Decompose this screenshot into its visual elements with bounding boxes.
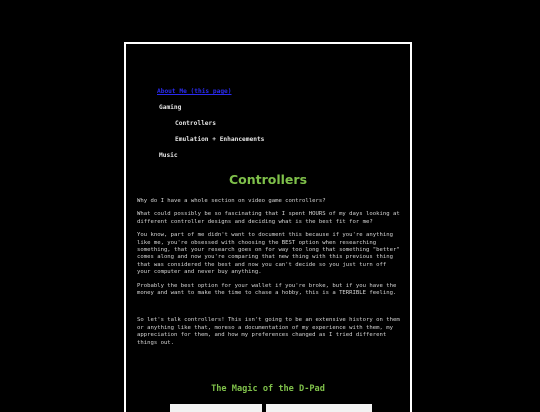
paragraph: Why do I have a whole section on video game controllers? [137, 198, 326, 204]
nav-link-gaming[interactable]: Gaming [159, 104, 182, 111]
page-title: Controllers [228, 172, 308, 187]
paragraph: So let's talk controllers! This isn't going to be an extensive history on them or anything like that, moreso a documentation of my experience with them, my appreciation for them, and how my preferences changed as I tried different things out. [137, 317, 400, 346]
nav-link-controllers[interactable]: Controllers [175, 120, 216, 127]
nav-link-emulation[interactable]: Emulation + Enhancements [175, 136, 265, 143]
image-thumbnail [170, 404, 262, 412]
paragraph: What could possibly be so fascinating that I spent HOURS of my days looking at different controller designs and deciding what is the best fit for me? [137, 211, 400, 225]
nav-link-music[interactable]: Music [159, 152, 178, 159]
content-panel [124, 42, 412, 412]
paragraph: Probably the best option for your wallet if you're broke, but if you have the money and want to make the time to chase a hobby, this is a TERRIBLE feeling. [137, 282, 397, 297]
section-title: The Magic of the D-Pad [211, 384, 325, 394]
paragraph: You know, part of me didn't want to document this because if you're anything like me, you're obsessed with choosing the BEST option when researching something, that your research goes on for way too long that something "better" comes along and now you're comparing that new thing with this previous thing that was considered the best and now you can't decide so you just turn off your computer and never buy anything. [137, 232, 400, 276]
article-body [137, 198, 403, 353]
image-thumbnail [266, 404, 372, 412]
nav-link-about[interactable]: About Me (this page) [157, 88, 232, 95]
